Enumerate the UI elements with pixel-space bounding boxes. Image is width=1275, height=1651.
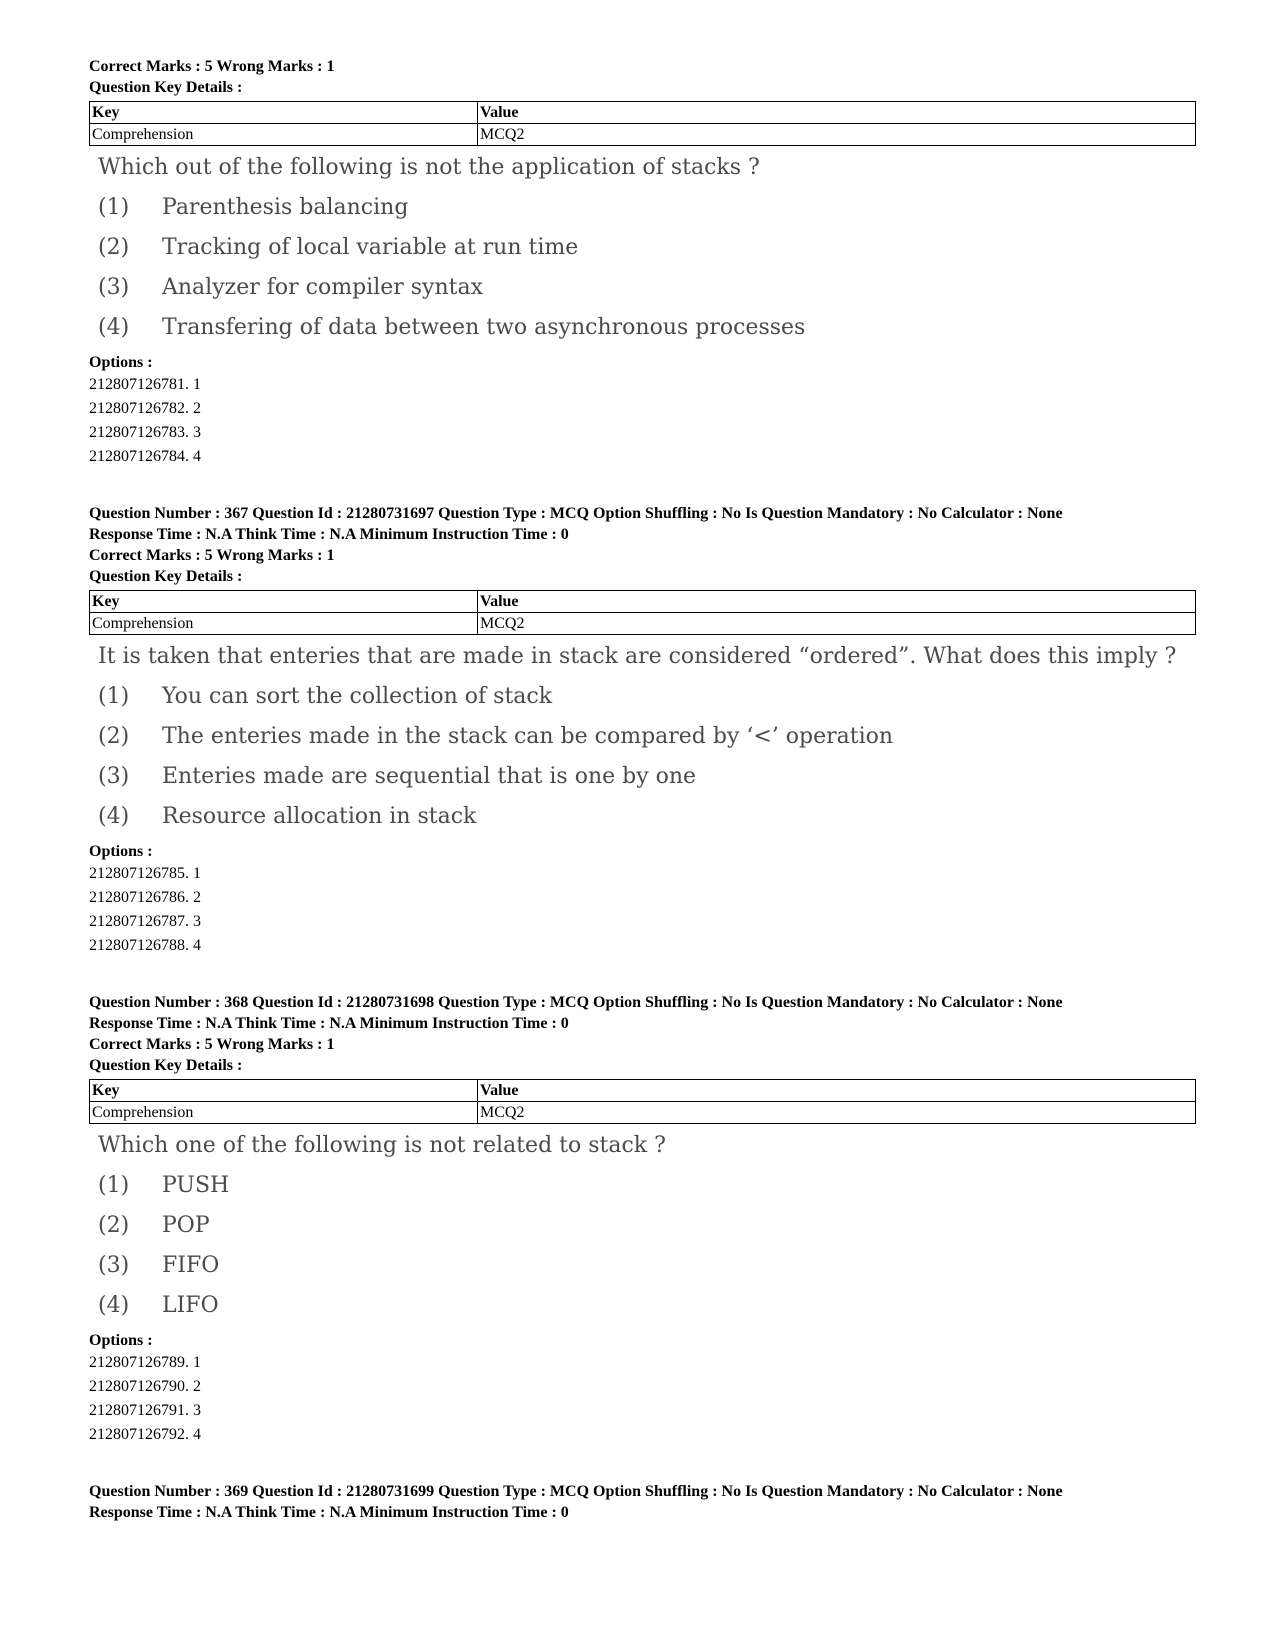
choice-text: Enteries made are sequential that is one by one [162,764,697,789]
option-id: 212807126786. 2 [89,889,201,906]
option-id: 212807126792. 4 [89,1426,201,1443]
value-header: Value [478,591,1196,613]
key-details-table [89,590,1196,635]
choice-text: You can sort the collection of stack [162,684,553,709]
choice-item [98,268,1199,308]
timing-line: Response Time : N.A Think Time : N.A Minimum Instruction Time : 0 [89,1015,569,1032]
key-cell: Comprehension [90,613,478,635]
table-header-row [90,591,1196,613]
choice-number: (1) [98,195,130,220]
table-row [90,124,1196,146]
choice-number: (2) [98,724,130,749]
choice-item [98,188,1199,228]
choice-text: Parenthesis balancing [162,195,409,220]
marks-line: Correct Marks : 5 Wrong Marks : 1 [89,1036,335,1053]
choice-text: Transfering of data between two asynchronous processes [162,315,806,340]
table-header-row [90,102,1196,124]
key-cell: Comprehension [90,1102,478,1124]
key-details-label: Question Key Details : [89,79,243,96]
question-stem: Which one of the following is not related to stack ? [98,1133,666,1158]
choice-item [98,797,1199,837]
option-id: 212807126790. 2 [89,1378,201,1395]
question-header-line: Question Number : 368 Question Id : 21280731698 Question Type : MCQ Option Shuffling : No Is Question Mandatory : No Calculator : None [89,994,1063,1011]
choice-item [98,228,1199,268]
option-id: 212807126781. 1 [89,376,201,393]
option-id: 212807126789. 1 [89,1354,201,1371]
key-details-label: Question Key Details : [89,1057,243,1074]
choice-number: (3) [98,1253,130,1278]
timing-line: Response Time : N.A Think Time : N.A Minimum Instruction Time : 0 [89,526,569,543]
key-details-table [89,1079,1196,1124]
choice-number: (2) [98,235,130,260]
choice-number: (1) [98,684,130,709]
option-id: 212807126787. 3 [89,913,201,930]
choice-number: (2) [98,1213,130,1238]
choice-item [98,308,1199,348]
marks-line: Correct Marks : 5 Wrong Marks : 1 [89,547,335,564]
table-row [90,613,1196,635]
choice-number: (4) [98,315,130,340]
choice-item [98,757,1199,797]
key-cell: Comprehension [90,124,478,146]
value-cell: MCQ2 [478,1102,1196,1124]
question-367 [89,503,1199,958]
marks-line: Correct Marks : 5 Wrong Marks : 1 [89,58,335,75]
choice-number: (3) [98,275,130,300]
option-id: 212807126788. 4 [89,937,201,954]
value-cell: MCQ2 [478,124,1196,146]
option-id: 212807126785. 1 [89,865,201,882]
choice-item [98,1286,1199,1326]
option-id: 212807126784. 4 [89,448,201,465]
question-368 [89,992,1199,1447]
options-label: Options : [89,1332,153,1349]
choice-text: LIFO [162,1293,219,1318]
choice-item [98,1166,1199,1206]
key-details-label: Question Key Details : [89,568,243,585]
question-image-text [98,637,1199,837]
choice-item [98,717,1199,757]
value-cell: MCQ2 [478,613,1196,635]
choice-number: (1) [98,1173,130,1198]
choice-text: Tracking of local variable at run time [162,235,579,260]
key-details-table [89,101,1196,146]
choice-item [98,1206,1199,1246]
question-369 [89,1481,1199,1523]
option-id: 212807126783. 3 [89,424,201,441]
key-header: Key [90,591,478,613]
choice-item [98,677,1199,717]
question-header-line: Question Number : 369 Question Id : 21280731699 Question Type : MCQ Option Shuffling : No Is Question Mandatory : No Calculator : None [89,1483,1063,1500]
value-header: Value [478,1080,1196,1102]
question-paper-page [89,56,1199,1523]
choice-number: (4) [98,1293,130,1318]
choice-text: FIFO [162,1253,220,1278]
table-header-row [90,1080,1196,1102]
choice-number: (3) [98,764,130,789]
timing-line: Response Time : N.A Think Time : N.A Minimum Instruction Time : 0 [89,1504,569,1521]
options-label: Options : [89,354,153,371]
key-header: Key [90,102,478,124]
question-header-line: Question Number : 367 Question Id : 21280731697 Question Type : MCQ Option Shuffling : No Is Question Mandatory : No Calculator : None [89,505,1063,522]
question-366-tail [89,56,1199,469]
value-header: Value [478,102,1196,124]
option-id: 212807126782. 2 [89,400,201,417]
choice-text: POP [162,1213,210,1238]
choice-text: PUSH [162,1173,230,1198]
question-image-text [98,148,1199,348]
option-id: 212807126791. 3 [89,1402,201,1419]
key-header: Key [90,1080,478,1102]
table-row [90,1102,1196,1124]
choice-text: The enteries made in the stack can be compared by ‘<’ operation [162,724,894,749]
options-label: Options : [89,843,153,860]
choice-number: (4) [98,804,130,829]
question-stem: Which out of the following is not the application of stacks ? [98,155,760,180]
question-image-text [98,1126,1199,1326]
choice-item [98,1246,1199,1286]
choice-text: Resource allocation in stack [162,804,477,829]
question-stem: It is taken that enteries that are made in stack are considered “ordered”. What does this imply ? [98,644,1177,669]
choice-text: Analyzer for compiler syntax [162,275,484,300]
